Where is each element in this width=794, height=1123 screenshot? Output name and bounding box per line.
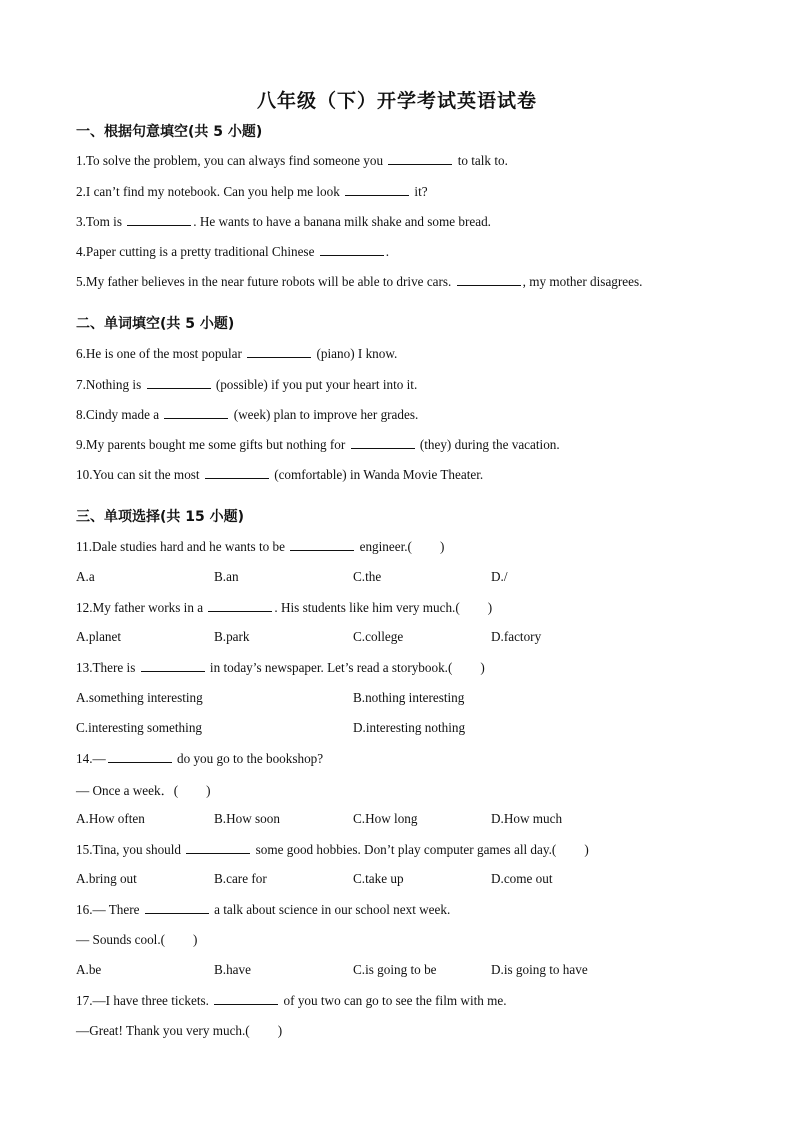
question-12: 12.My father works in a . His students like him very much.( ) xyxy=(76,600,493,615)
option-d[interactable]: D./ xyxy=(491,569,508,584)
option-b[interactable]: B.an xyxy=(214,569,239,584)
option-d[interactable]: D.come out xyxy=(491,871,553,886)
question-6: 6.He is one of the most popular (piano) I know. xyxy=(76,346,398,361)
option-a[interactable]: A.be xyxy=(76,962,102,977)
question-17: 17.—I have three tickets. of you two can go to see the film with me. xyxy=(76,993,507,1008)
section-heading-1: 一、根据句意填空(共 5 小题) xyxy=(76,124,263,140)
question-14-reply: — Once a week．( ) xyxy=(76,783,211,798)
question-13: 13.There is in today’s newspaper. Let’s read a storybook.( ) xyxy=(76,660,485,675)
question-8: 8.Cindy made a (week) plan to improve her grades. xyxy=(76,407,419,422)
answer-blank[interactable] xyxy=(208,599,272,612)
answer-blank[interactable] xyxy=(247,345,311,358)
question-2: 2.I can’t find my notebook. Can you help me look it? xyxy=(76,184,428,199)
option-b[interactable]: B.nothing interesting xyxy=(353,690,465,705)
answer-blank[interactable] xyxy=(457,273,521,286)
option-c[interactable]: C.interesting something xyxy=(76,720,203,735)
answer-blank[interactable] xyxy=(345,183,409,196)
option-b[interactable]: B.have xyxy=(214,962,251,977)
question-16: 16.— There a talk about science in our school next week. xyxy=(76,902,451,917)
answer-blank[interactable] xyxy=(388,152,452,165)
section-heading-3: 三、单项选择(共 15 小题) xyxy=(76,509,245,525)
option-d[interactable]: D.factory xyxy=(491,629,542,644)
option-d[interactable]: D.How much xyxy=(491,811,563,826)
page-title: 八年级（下）开学考试英语试卷 xyxy=(256,90,537,112)
answer-blank[interactable] xyxy=(320,243,384,256)
question-9: 9.My parents bought me some gifts but nothing for (they) during the vacation. xyxy=(76,437,560,452)
question-15: 15.Tina, you should some good hobbies. Don’t play computer games all day.( ) xyxy=(76,842,589,857)
question-7: 7.Nothing is (possible) if you put your heart into it. xyxy=(76,377,418,392)
option-c[interactable]: C.the xyxy=(353,569,382,584)
question-10: 10.You can sit the most (comfortable) in Wanda Movie Theater. xyxy=(76,467,484,482)
option-d[interactable]: D.interesting nothing xyxy=(353,720,466,735)
answer-blank[interactable] xyxy=(290,538,354,551)
option-a[interactable]: A.planet xyxy=(76,629,122,644)
question-4: 4.Paper cutting is a pretty traditional Chinese . xyxy=(76,244,390,259)
answer-blank[interactable] xyxy=(141,659,205,672)
option-b[interactable]: B.How soon xyxy=(214,811,280,826)
question-1: 1.To solve the problem, you can always find someone you to talk to. xyxy=(76,153,508,168)
answer-blank[interactable] xyxy=(186,841,250,854)
option-a[interactable]: A.How often xyxy=(76,811,145,826)
answer-blank[interactable] xyxy=(164,406,228,419)
option-b[interactable]: B.park xyxy=(214,629,250,644)
option-c[interactable]: C.How long xyxy=(353,811,418,826)
answer-blank[interactable] xyxy=(351,436,415,449)
option-b[interactable]: B.care for xyxy=(214,871,267,886)
question-3: 3.Tom is . He wants to have a banana milk shake and some bread. xyxy=(76,214,491,229)
option-a[interactable]: A.a xyxy=(76,569,95,584)
option-c[interactable]: C.take up xyxy=(353,871,404,886)
option-a[interactable]: A.bring out xyxy=(76,871,137,886)
answer-blank[interactable] xyxy=(127,213,191,226)
question-17-reply: —Great! Thank you very much.( ) xyxy=(76,1023,283,1038)
answer-blank[interactable] xyxy=(108,750,172,763)
answer-blank[interactable] xyxy=(147,376,211,389)
question-16-reply: — Sounds cool.( ) xyxy=(76,932,198,947)
question-11: 11.Dale studies hard and he wants to be engineer.( ) xyxy=(76,539,445,554)
option-a[interactable]: A.something interesting xyxy=(76,690,203,705)
answer-blank[interactable] xyxy=(205,466,269,479)
option-c[interactable]: C.is going to be xyxy=(353,962,437,977)
option-d[interactable]: D.is going to have xyxy=(491,962,588,977)
option-c[interactable]: C.college xyxy=(353,629,404,644)
answer-blank[interactable] xyxy=(214,992,278,1005)
answer-blank[interactable] xyxy=(145,901,209,914)
question-14: 14.— do you go to the bookshop? xyxy=(76,751,324,766)
section-heading-2: 二、单词填空(共 5 小题) xyxy=(76,316,235,332)
question-5: 5.My father believes in the near future robots will be able to drive cars. , my mother disagrees. xyxy=(76,274,643,289)
